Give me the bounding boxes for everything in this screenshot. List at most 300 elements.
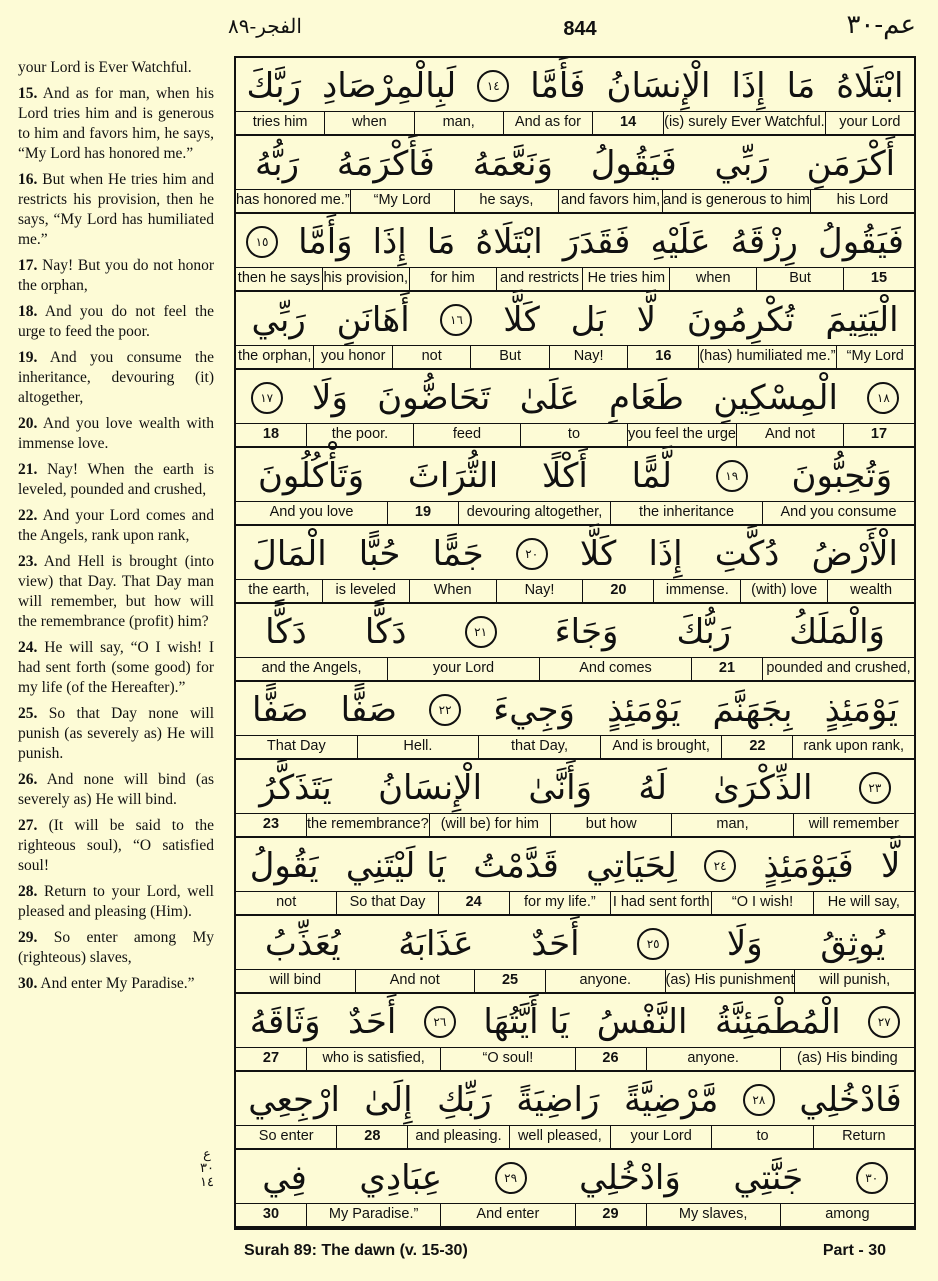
arabic-line xyxy=(236,994,914,1050)
arabic-word: رَبِّكِ xyxy=(437,1080,492,1120)
arabic-word: إِذَا xyxy=(372,222,407,262)
gloss-verse-number: 25 xyxy=(474,970,545,992)
gloss-cell: for my life.” xyxy=(509,892,610,914)
verse-number: 24. xyxy=(18,639,38,656)
gloss-cell: And as for xyxy=(503,112,592,134)
arabic-word: لَّا xyxy=(881,846,901,886)
gloss-cell: your Lord xyxy=(825,112,914,134)
arabic-word: فَيَقُولُ xyxy=(590,144,677,184)
gloss-cell: He will say, xyxy=(813,892,914,914)
verse-number: 15. xyxy=(18,85,38,102)
translation-verse xyxy=(18,770,214,810)
grid-row xyxy=(236,214,914,292)
verse-number: 22. xyxy=(18,507,38,524)
gloss-verse-number: 22 xyxy=(721,736,792,758)
verse-number: 30. xyxy=(18,975,38,992)
arabic-word: وَنَعَّمَهُ xyxy=(472,144,553,184)
verse-number: 25. xyxy=(18,705,38,722)
ayah-number-circle: ١٦ xyxy=(440,304,472,336)
gloss-verse-number: 15 xyxy=(843,268,914,290)
gloss-cell: the remembrance? xyxy=(306,814,429,836)
surah-name-arabic: الفجر-٨٩ xyxy=(228,14,302,38)
arabic-word: مَا xyxy=(786,66,816,106)
arabic-line xyxy=(236,1150,914,1206)
gloss-cell: to xyxy=(711,1126,812,1148)
arabic-word: رِزْقَهُ xyxy=(730,222,798,262)
gloss-cell: that Day, xyxy=(478,736,600,758)
gloss-cell: (with) love xyxy=(740,580,827,602)
arabic-word: لِحَيَاتِي xyxy=(586,846,677,886)
grid-row xyxy=(236,1150,914,1228)
ayah-number-circle: ٢٤ xyxy=(704,850,736,882)
arabic-line xyxy=(236,136,914,192)
verse-number: 21. xyxy=(18,461,38,478)
gloss-cell: (will be) for him xyxy=(429,814,550,836)
arabic-word: صَفًّا xyxy=(252,690,309,730)
arabic-word: وَتَأْكُلُونَ xyxy=(257,456,365,496)
gloss-cell: anyone. xyxy=(646,1048,780,1070)
translation-verse xyxy=(18,256,214,296)
gloss-cell: pounded and crushed, xyxy=(762,658,914,680)
gloss-cell: and the Angels, xyxy=(261,660,362,676)
verse-text: But when He tries him and restricts his provision, then he says, “My Lord has humiliated me.” xyxy=(18,171,214,248)
gloss-cell: (has) humiliated me.” xyxy=(698,346,835,368)
gloss-cell: and favors him, xyxy=(558,190,662,212)
gloss-cell: And enter xyxy=(440,1204,574,1226)
arabic-line xyxy=(236,292,914,348)
verse-number: 29. xyxy=(18,929,38,946)
gloss-cell: well pleased, xyxy=(509,1126,610,1148)
arabic-word: كَلَّا xyxy=(503,300,540,340)
arabic-word: إِذَا xyxy=(731,66,766,106)
gloss-line xyxy=(236,267,914,290)
gloss-cell: when xyxy=(669,268,756,290)
ayah-number-circle: ٢٢ xyxy=(429,694,461,726)
translation-verse xyxy=(18,414,214,454)
gloss-cell: his provision, xyxy=(322,268,409,290)
translation-verse xyxy=(18,460,214,500)
gloss-line xyxy=(236,579,914,602)
word-by-word-grid xyxy=(234,56,916,1230)
gloss-cell: “My Lord xyxy=(350,190,454,212)
verse-number: 27. xyxy=(18,817,38,834)
gloss-cell: is leveled xyxy=(322,580,409,602)
arabic-word: وَلَا xyxy=(312,378,348,418)
gloss-cell: you feel the urge xyxy=(627,424,736,446)
ayah-number-circle: ٢٧ xyxy=(868,1006,900,1038)
ayah-number-circle: ١٨ xyxy=(867,382,899,414)
verse-text: And enter My Paradise.” xyxy=(40,975,195,992)
arabic-word: دُكَّتِ xyxy=(714,534,780,574)
arabic-word: يَوْمَئِذٍ xyxy=(607,690,681,730)
grid-row xyxy=(236,994,914,1072)
ayah-number-circle: ٢٦ xyxy=(424,1006,456,1038)
arabic-word: الْأَرْضُ xyxy=(811,534,898,574)
gloss-cell: your Lord xyxy=(387,658,539,680)
arabic-line xyxy=(236,1072,914,1128)
verse-text: Return to your Lord, well pleased and pleasing (Him). xyxy=(18,883,214,920)
gloss-line xyxy=(236,657,914,680)
gloss-cell: He tries him xyxy=(582,268,669,290)
grid-row xyxy=(236,526,914,604)
gloss-cell: feed xyxy=(413,424,520,446)
gloss-line xyxy=(236,735,914,758)
arabic-word: يَقُولُ xyxy=(249,846,319,886)
arabic-word: تُكْرِمُونَ xyxy=(686,300,795,340)
translation-verse xyxy=(18,348,214,408)
arabic-word: إِلَىٰ xyxy=(364,1080,413,1120)
translation-verse xyxy=(18,84,214,164)
gloss-cell: When xyxy=(409,580,496,602)
gloss-line xyxy=(236,501,914,524)
ayah-number-circle: ١٧ xyxy=(251,382,283,414)
verse-text: And as for man, when his Lord tries him and is generous to him and favors him, he says, “My Lord has honored me.” xyxy=(18,85,214,162)
verse-number: 19. xyxy=(18,349,38,366)
grid-row xyxy=(236,760,914,838)
translation-verse xyxy=(18,302,214,342)
arabic-word: ابْتَلَاهُ xyxy=(836,66,904,106)
arabic-word: وَادْخُلِي xyxy=(579,1158,681,1198)
gloss-cell: who is satisfied, xyxy=(306,1048,440,1070)
arabic-word: وَأَنَّىٰ xyxy=(528,768,593,808)
gloss-cell: And you consume xyxy=(762,502,914,524)
arabic-word: رَاضِيَةً xyxy=(516,1080,600,1120)
ayah-number-circle: ٢٠ xyxy=(516,538,548,570)
verse-number: 26. xyxy=(18,771,38,788)
gloss-cell: he says, xyxy=(454,190,558,212)
gloss-line xyxy=(236,969,914,992)
arabic-line xyxy=(236,760,914,816)
translation-verse xyxy=(18,816,214,876)
arabic-word: الْمَالَ xyxy=(252,534,327,574)
arabic-word: قَدَّمْتُ xyxy=(473,846,559,886)
gloss-cell: (as) His punishment xyxy=(665,970,795,992)
ayah-number-circle: ٢٣ xyxy=(859,772,891,804)
page-footer xyxy=(0,1240,938,1270)
gloss-verse-number: 23 xyxy=(262,816,280,832)
gloss-cell: Nay! xyxy=(549,346,627,368)
verse-text: Nay! But you do not honor the orphan, xyxy=(18,257,215,294)
gloss-cell: So enter xyxy=(258,1128,314,1144)
arabic-word: دَكًّا xyxy=(265,612,307,652)
gloss-cell: will remember xyxy=(793,814,914,836)
gloss-cell: (as) His binding xyxy=(780,1048,914,1070)
page-number: 844 xyxy=(563,18,597,40)
gloss-cell: I had sent forth xyxy=(610,892,711,914)
verse-text: And Hell is brought (into view) that Day. That Day man will remember, but how will the remembrance (profit) him? xyxy=(18,553,214,630)
gloss-verse-number: 16 xyxy=(627,346,698,368)
arabic-word: إِذَا xyxy=(648,534,683,574)
arabic-word: الْمُطْمَئِنَّةُ xyxy=(714,1002,841,1042)
translation-verse xyxy=(18,882,214,922)
arabic-word: رَبُّكَ xyxy=(676,612,732,652)
grid-row xyxy=(236,136,914,214)
arabic-word: عَلَىٰ xyxy=(519,378,580,418)
grid-row xyxy=(236,292,914,370)
arabic-word: يَا أَيَّتُهَا xyxy=(483,1002,570,1042)
arabic-word: كَلَّا xyxy=(579,534,617,574)
gloss-cell: “O I wish! xyxy=(711,892,812,914)
verse-text: And your Lord comes and the Angels, rank upon rank, xyxy=(18,507,214,544)
gloss-line xyxy=(236,813,914,836)
ayah-number-circle: ٢١ xyxy=(465,616,497,648)
grid-row xyxy=(236,1072,914,1150)
arabic-word: مَّرْضِيَّةً xyxy=(623,1080,719,1120)
verse-text: So enter among My (righteous) slaves, xyxy=(18,929,214,966)
arabic-line xyxy=(236,916,914,972)
arabic-word: عِبَادِي xyxy=(359,1158,443,1198)
arabic-word: وَجِيءَ xyxy=(493,690,575,730)
ayah-number-circle: ٢٥ xyxy=(637,928,669,960)
arabic-word: صَفًّا xyxy=(340,690,398,730)
arabic-word: فَيَقُولُ xyxy=(817,222,904,262)
arabic-word: عَذَابَهُ xyxy=(398,924,474,964)
arabic-word: حُبًّا xyxy=(358,534,401,574)
arabic-word: وَتُحِبُّونَ xyxy=(791,456,893,496)
gloss-verse-number: 30 xyxy=(262,1206,280,1222)
verse-text: And you do not feel the urge to feed the poor. xyxy=(18,303,214,340)
gloss-cell: anyone. xyxy=(545,970,665,992)
arabic-word: يُعَذِّبُ xyxy=(264,924,341,964)
grid-row xyxy=(236,682,914,760)
verse-text: And you love wealth with immense love. xyxy=(18,415,214,452)
verse-number: 18. xyxy=(18,303,38,320)
gloss-cell: has honored me.” xyxy=(236,192,350,208)
arabic-word: أَهَانَنِ xyxy=(336,300,410,340)
arabic-word: ابْتَلَاهُ xyxy=(475,222,543,262)
gloss-line xyxy=(236,189,914,212)
gloss-cell: My Paradise.” xyxy=(306,1204,440,1226)
gloss-cell: then he says xyxy=(237,270,321,286)
translation-verse xyxy=(18,58,214,78)
arabic-word: فَيَوْمَئِذٍ xyxy=(763,846,854,886)
translation-column xyxy=(18,58,214,1000)
verse-number: 20. xyxy=(18,415,38,432)
arabic-word: أَكْلًا xyxy=(541,456,588,496)
ruku-marker: ع ٣٠ ١٤ xyxy=(200,1147,214,1190)
arabic-word: بَل xyxy=(570,300,606,340)
gloss-verse-number: 21 xyxy=(691,658,762,680)
grid-row xyxy=(236,838,914,916)
gloss-cell: not xyxy=(276,894,297,910)
grid-row xyxy=(236,58,914,136)
gloss-cell: and restricts xyxy=(496,268,583,290)
arabic-word: لَهُ xyxy=(638,768,667,808)
gloss-verse-number: 14 xyxy=(592,112,663,134)
translation-verse xyxy=(18,704,214,764)
gloss-verse-number: 24 xyxy=(438,892,509,914)
arabic-word: لَّمًّا xyxy=(631,456,672,496)
gloss-cell: man, xyxy=(671,814,792,836)
verse-number: 16. xyxy=(18,171,38,188)
translation-verse xyxy=(18,928,214,968)
arabic-line xyxy=(236,214,914,270)
gloss-cell: wealth xyxy=(827,580,914,602)
gloss-cell: the orphan, xyxy=(238,348,312,364)
arabic-word: وَثَاقَهُ xyxy=(249,1002,321,1042)
arabic-word: فَأَمَّا xyxy=(530,66,586,106)
verse-number: 23. xyxy=(18,553,38,570)
gloss-verse-number: 28 xyxy=(336,1126,407,1148)
gloss-cell: and pleasing. xyxy=(407,1126,508,1148)
gloss-cell: That Day xyxy=(266,738,326,754)
arabic-word: يَوْمَئِذٍ xyxy=(824,690,898,730)
arabic-word: جَنَّتِي xyxy=(733,1158,804,1198)
arabic-word: الْمِسْكِينِ xyxy=(713,378,838,418)
arabic-word: فَقَدَرَ xyxy=(562,222,631,262)
gloss-cell: and is generous to him xyxy=(662,190,810,212)
gloss-cell: My slaves, xyxy=(646,1204,780,1226)
gloss-cell: But xyxy=(470,346,548,368)
arabic-word: جَمًّا xyxy=(432,534,484,574)
arabic-word: يَتَذَكَّرُ xyxy=(259,768,332,808)
gloss-cell: “O soul! xyxy=(440,1048,574,1070)
ayah-number-circle: ٢٩ xyxy=(495,1162,527,1194)
arabic-word: رَبِّي xyxy=(714,144,769,184)
gloss-cell: And comes xyxy=(539,658,691,680)
arabic-line xyxy=(236,58,914,114)
translation-verse xyxy=(18,974,214,994)
verse-text: So that Day none will punish (as severely as) He will punish. xyxy=(18,705,214,762)
arabic-word: الْيَتِيمَ xyxy=(825,300,899,340)
gloss-cell: (is) surely Ever Watchful. xyxy=(663,112,825,134)
gloss-line xyxy=(236,891,914,914)
arabic-word: تَحَاضُّونَ xyxy=(377,378,491,418)
gloss-cell: “My Lord xyxy=(836,346,914,368)
arabic-word: لَّا xyxy=(636,300,656,340)
arabic-word: أَكْرَمَنِ xyxy=(806,144,896,184)
arabic-word: فَادْخُلِي xyxy=(799,1080,902,1120)
ayah-number-circle: ١٤ xyxy=(477,70,509,102)
arabic-line xyxy=(236,838,914,894)
gloss-cell: not xyxy=(392,346,470,368)
gloss-cell: your Lord xyxy=(610,1126,711,1148)
verse-text: your Lord is Ever Watchful. xyxy=(18,59,192,76)
page-header xyxy=(0,0,938,52)
translation-verse xyxy=(18,506,214,546)
footer-part: Part - 30 xyxy=(822,1242,886,1259)
ayah-number-circle: ٢٨ xyxy=(743,1084,775,1116)
gloss-cell: his Lord xyxy=(810,190,914,212)
arabic-word: وَجَاءَ xyxy=(554,612,619,652)
verse-text: Nay! When the earth is leveled, pounded and crushed, xyxy=(18,461,215,498)
gloss-cell: to xyxy=(520,424,627,446)
gloss-cell: among xyxy=(780,1204,914,1226)
arabic-word: أَحَدٌ xyxy=(531,924,580,964)
gloss-cell: tries him xyxy=(252,114,308,130)
arabic-word: بِجَهَنَّمَ xyxy=(712,690,793,730)
grid-row xyxy=(236,916,914,994)
gloss-cell: devouring altogether, xyxy=(458,502,610,524)
gloss-verse-number: 29 xyxy=(575,1204,646,1226)
grid-row xyxy=(236,370,914,448)
arabic-word: رَبَّكَ xyxy=(246,66,302,106)
arabic-line xyxy=(236,604,914,660)
footer-surah: Surah 89: The dawn (v. 15-30) xyxy=(244,1242,468,1259)
ayah-number-circle: ١٥ xyxy=(246,226,278,258)
gloss-cell: And not xyxy=(736,424,843,446)
arabic-word: النَّفْسُ xyxy=(596,1002,688,1042)
verse-number: 28. xyxy=(18,883,38,900)
gloss-cell: Hell. xyxy=(357,736,479,758)
arabic-word: وَلَا xyxy=(726,924,763,964)
gloss-cell: you honor xyxy=(313,346,391,368)
gloss-verse-number: 18 xyxy=(262,426,280,442)
verse-text: And you consume the inheritance, devouring (it) altogether, xyxy=(18,349,214,406)
arabic-word: الْإِنسَانُ xyxy=(378,768,483,808)
verse-text: He will say, “O I wish! I had sent forth (some good) for my life (of the Hereafter).” xyxy=(18,639,215,696)
translation-verse xyxy=(18,638,214,698)
gloss-verse-number: 19 xyxy=(387,502,458,524)
gloss-line xyxy=(236,1047,914,1070)
arabic-line xyxy=(236,526,914,582)
arabic-word: أَحَدٌ xyxy=(348,1002,397,1042)
gloss-cell: the poor. xyxy=(306,424,413,446)
arabic-word: التُّرَاثَ xyxy=(407,456,499,496)
gloss-cell: but how xyxy=(550,814,671,836)
arabic-word: ارْجِعِي xyxy=(248,1080,340,1120)
gloss-cell: But xyxy=(756,268,843,290)
arabic-word: رَبِّي xyxy=(251,300,306,340)
gloss-cell: And not xyxy=(355,970,475,992)
gloss-cell: will bind xyxy=(269,972,322,988)
gloss-cell: Nay! xyxy=(496,580,583,602)
gloss-line xyxy=(236,1125,914,1148)
translation-verse xyxy=(18,552,214,632)
arabic-line xyxy=(236,370,914,426)
gloss-cell: Return xyxy=(813,1126,914,1148)
arabic-word: الذِّكْرَىٰ xyxy=(713,768,813,808)
gloss-cell: And is brought, xyxy=(600,736,722,758)
gloss-cell: the earth, xyxy=(248,582,310,598)
gloss-cell: rank upon rank, xyxy=(792,736,914,758)
arabic-line xyxy=(236,448,914,504)
gloss-cell: will punish, xyxy=(794,970,914,992)
translation-verse xyxy=(18,170,214,250)
gloss-line xyxy=(236,345,914,368)
arabic-word: يَا لَيْتَنِي xyxy=(345,846,446,886)
gloss-cell: immense. xyxy=(653,580,740,602)
arabic-word: فَأَكْرَمَهُ xyxy=(336,144,435,184)
gloss-line xyxy=(236,1203,914,1226)
gloss-cell: man, xyxy=(414,112,503,134)
verse-text: And none will bind (as severely as) He will bind. xyxy=(18,771,214,808)
arabic-word: دَكًّا xyxy=(364,612,407,652)
ayah-number-circle: ١٩ xyxy=(716,460,748,492)
juz-name-arabic: عم-٣٠ xyxy=(846,10,916,40)
arabic-line xyxy=(236,682,914,738)
arabic-word: مَا xyxy=(426,222,456,262)
ayah-number-circle: ٣٠ xyxy=(856,1162,888,1194)
gloss-verse-number: 20 xyxy=(582,580,653,602)
gloss-cell: for him xyxy=(409,268,496,290)
arabic-word: وَأَمَّا xyxy=(298,222,353,262)
arabic-word: يُوثِقُ xyxy=(820,924,886,964)
arabic-word: فِي xyxy=(262,1158,307,1198)
arabic-word: طَعَامِ xyxy=(609,378,684,418)
arabic-word: عَلَيْهِ xyxy=(650,222,711,262)
arabic-word: الْإِنسَانُ xyxy=(606,66,711,106)
gloss-cell: the inheritance xyxy=(610,502,762,524)
gloss-cell: And you love xyxy=(269,504,354,520)
arabic-word: وَالْمَلَكُ xyxy=(789,612,885,652)
gloss-verse-number: 17 xyxy=(843,424,914,446)
verse-number: 17. xyxy=(18,257,38,274)
gloss-cell: when xyxy=(324,112,413,134)
gloss-verse-number: 26 xyxy=(575,1048,646,1070)
gloss-line xyxy=(236,111,914,134)
gloss-line xyxy=(236,423,914,446)
